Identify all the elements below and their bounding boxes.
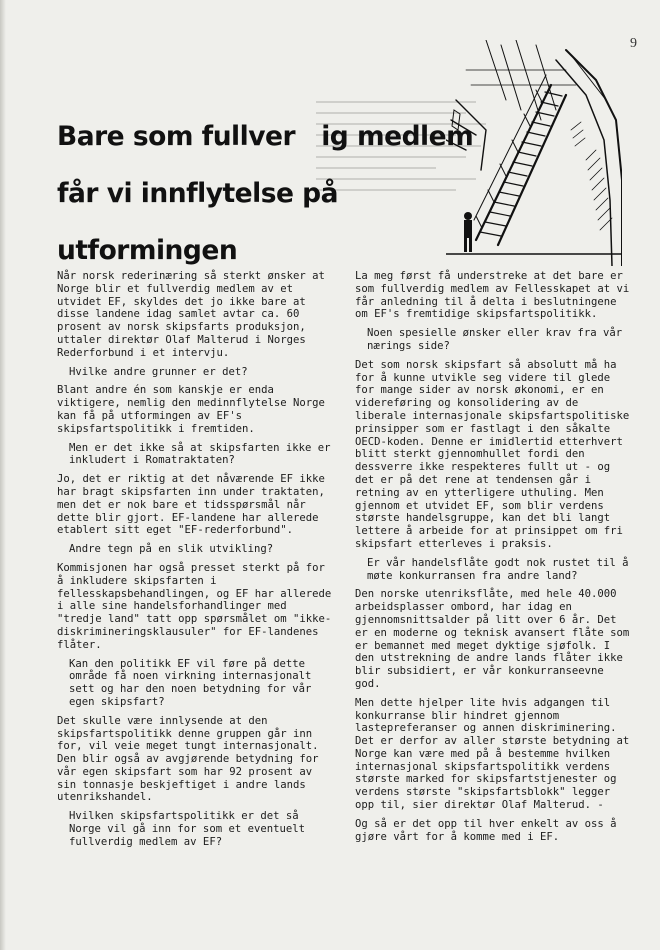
body-paragraph: Den norske utenriksflåte, med hele 40.000 arbeidsplasser ombord, har idag en gjennomsnittsalder på litt over 6 år. Det er en moderne og teknisk avansert flåte som er bemannet med meget dyktige sjøfolk. I den utstrekning de andre lands flåter ikke blir subsidiert, er vår konkurranseevne god. [355, 588, 630, 690]
interview-question: Er vår handelsflåte godt nok rustet til å møte konkurransen fra andre land? [367, 556, 629, 582]
body-paragraph: Det som norsk skipsfart så absolutt må ha for å kunne utvikle seg videre til glede for mange sider av norsk økonomi, er en videreføring og konsolidering av de liberale internasjonale skipsfartspolitiske prinsipper som er fastlagt i den såkalte OECD-koden. Denne er imidlertid etterhvert blitt sterkt gjennomhullet fordi den dessverre ikke respekteres fullt ut - og det er på det rene at tendensen går i retning av en ytterligere uthuling. Men gjennom et utvidet EF, som blir verdens største handelsgruppe, kan det bli langt lettere å arbeide for at prinsippet om fri skipsfart etterleves i praksis. [355, 358, 630, 550]
body-paragraph: Jo, det er riktig at det nåværende EF ikke har bragt skipsfarten inn under traktaten, men det er nok bare et tidsspørsmål når dette blir gjort. EF-landene har allerede etablert sitt eget "EF-rederforbund". [57, 473, 325, 537]
headline-line-3: utformingen [57, 235, 238, 266]
interview-question: Noen spesielle ønsker eller krav fra vår nærings side? [367, 327, 623, 352]
body-paragraph: Men dette hjelper lite hvis adgangen til konkurranse blir hindret gjennom lastepreferanser og annen diskriminering. Det er derfor av aller største betydning at Norge kan være med på å bestemme hvilken internasjonal skipsfartspolitikk verdens største marked for skipsfartstjenester og verdens største "skipsfartsblokk" legger opp til, sier direktør Olaf Malterud. - [355, 696, 630, 812]
headline-line-1: Bare som fullver ig medlem [57, 121, 474, 152]
interview-question: Hvilken skipsfartspolitikk er det så Norge vil gå inn for som et eventuelt fullverdig medlem av EF? [69, 810, 305, 848]
left-text-column [57, 270, 333, 855]
body-paragraph: Når norsk rederinæring så sterkt ønsker at Norge blir et fullverdig medlem av et utvidet EF, skyldes det jo ikke bare at disse landene idag samlet avtar ca. 60 prosent av norsk skipsfarts produksjon, uttaler direktør Olaf Malterud i Norges Rederforbund i et intervju. [57, 270, 325, 359]
interview-question: Men er det ikke så at skipsfarten ikke er inkludert i Romatraktaten? [69, 441, 331, 467]
interview-question: Kan den politikk EF vil føre på dette område få noen virkning internasjonalt sett og har den noen betydning for vår egen skipsfart? [69, 657, 312, 708]
body-paragraph: Blant andre én som kanskje er enda viktigere, nemlig den medinnflytelse Norge kan få på utformingen av EF's skipsfartspolitikk i fremtiden. [57, 384, 325, 435]
interview-question: Andre tegn på en slik utvikling? [69, 543, 274, 556]
ship-stairway-sketch-icon [446, 40, 622, 266]
body-paragraph: Og så er det opp til hver enkelt av oss å gjøre vårt for å komme med i EF. [355, 817, 617, 843]
body-paragraph: Kommisjonen har også presset sterkt på for å inkludere skipsfarten i fellesskapsbehandlingen, og EF har allerede i alle sine handelsforhandlinger med "tredje land" tatt opp spørsmålet om "ikke-diskrimineringsklausuler" for EF-landenes flåter. [57, 561, 332, 651]
right-text-column [355, 270, 635, 849]
article-headline [57, 108, 477, 279]
interview-question: Hvilke andre grunner er det? [69, 365, 248, 378]
page-edge-shadow [0, 0, 6, 950]
page-number: 9 [630, 36, 637, 51]
headline-line-2: får vi innflytelse på [57, 178, 339, 209]
body-paragraph: Det skulle være innlysende at den skipsfartspolitikk denne gruppen går inn for, vil veie meget tungt internasjonalt. Den blir også av avgjørende betydning for vår egen skipsfart som har 92 prosent av sin tonnasje beskjeftiget i andre lands utenrikshandel. [57, 714, 319, 804]
body-paragraph: La meg først få understreke at det bare er som fullverdig medlem av Fellesskapet at vi får anledning til å delta i beslutningene om EF's fremtidige skipsfartspolitikk. [355, 270, 630, 321]
